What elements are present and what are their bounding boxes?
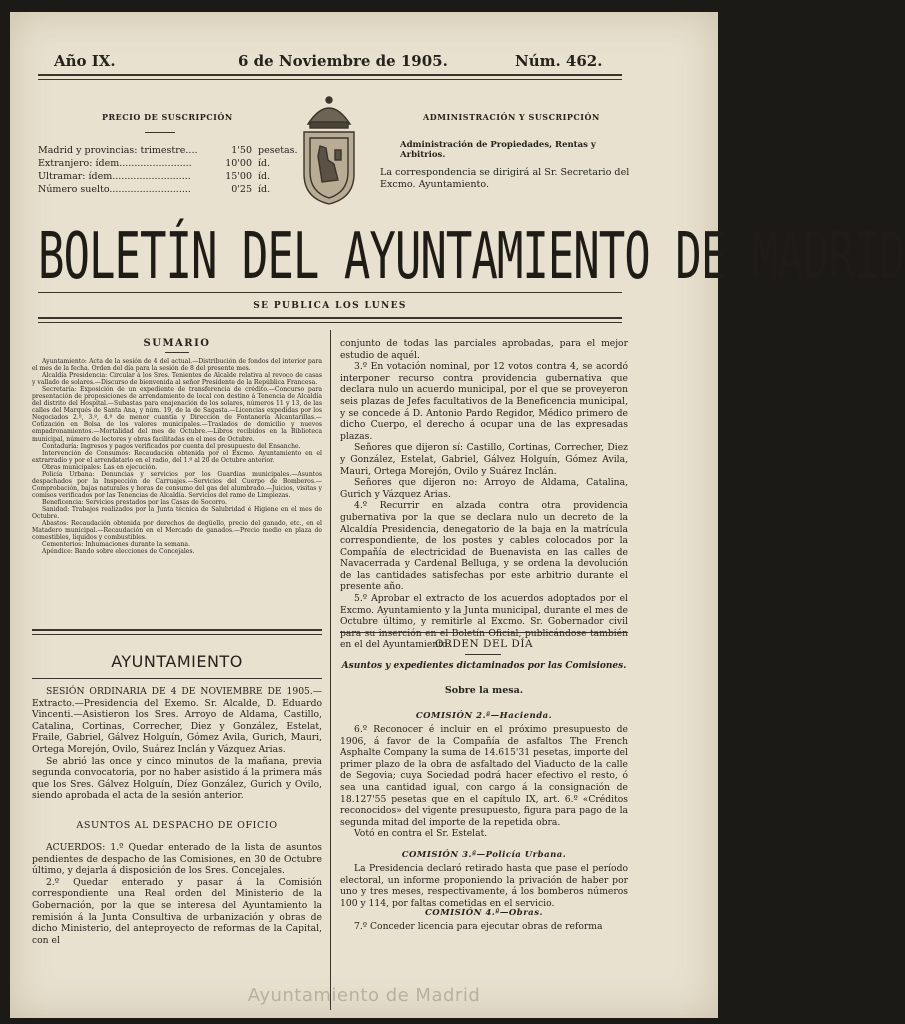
policia-paragraph: La Presidencia declaró retirado hasta que pase el período electoral, un informe proponiendo la privación de haber por uno y tres meses, respectivamente, á los bomberos números 100 y 114, por faltas cometidas en el servicio. [340,863,628,909]
row-price: 0'25 [231,184,252,195]
subscription-row [38,183,288,196]
hacienda-vote: Votó en contra el Sr. Estelat. [354,828,488,840]
comision-obras: COMISIÓN 4.ª—Obras. [425,908,543,918]
sumario-title: SUMARIO [143,338,211,349]
acuerdo-paragraph: 2.º Quedar enterado y pasar á la Comisión correspondiente una Real orden del Ministerio de la Gobernación, por la que se interesa del Ayuntamiento la remisión á la Junta Consultiva de urbanización y obras de dicho Ministerio, del anteproyecto de reformas de la Capital, con el [32,876,322,946]
sumario-paragraph: Beneficencia: Servicios prestados por las Casas de Socorro. [42,498,227,506]
header-rule [38,74,622,80]
row-label: Madrid y provincias: trimestre.... [38,145,198,156]
right-paragraph: Señores que dijeron sí: Castillo, Cortinas, Correcher, Diez y González, Estelat, Gabriel, Gálvez Holguín, Gómez Avila, Mauri, Ortega Morejón, Ovilo y Suárez Inclán. [340,442,628,477]
sumario-paragraph: Contaduría: Ingresos y pagos verificados por cuenta del presupuesto del Ensanche. [42,442,301,450]
orden-ornament [465,654,501,655]
row-label: Extranjero: ídem........................ [38,158,192,169]
acuerdo-paragraph: ACUERDOS: 1.º Quedar enterado de la lista de asuntos pendientes de despacho de las Comisiones, en 30 de Octubre último, y dejarla á disposición de los Sres. Concejales. [32,842,322,877]
column-divider [330,330,331,1010]
right-paragraph: 4.º Recurrir en alzada contra otra providencia gubernativa por la que se declara nulo un decreto de la Alcaldía Presidencia, denegatorio de la baja en la matrícula correspondiente, de los postes y cables colocados por la Compañía de electricidad de Buenavista en las calles de Navacerrada y Cardenal Belluga, y se ordena la devolución de las cantidades satisfechas por este arbitrio durante el presente año. [340,500,628,593]
newspaper-page [10,12,905,1018]
row-price: 10'00 [225,158,252,169]
obras-body [340,921,628,933]
row-unit: íd. [258,171,271,182]
mesa-title: Sobre la mesa. [444,685,524,696]
row-price: 15'00 [225,171,252,182]
session-paragraph: SESIÓN ORDINARIA DE 4 DE NOVIEMBRE DE 1905.—Extracto.—Presidencia del Exemo. Sr. Alcalde, D. Eduardo Vincenti.—Asistieron los Sres. Arroyo de Aldama, Castillo, Catalina, Cortinas, Correcher, Diez y González, Estelat, Fraile, Gabriel, Gálvez Holguín, Gómez Avila, Gurich, Mauri, Ortega Morejón, Ovilo, Suárez Inclán y Vázquez Arias. [32,686,322,755]
madrid-coat-of-arms-icon [298,94,360,206]
issue-year: Año IX. [54,52,116,70]
sumario-paragraph: Abastos: Recaudación obtenida por derechos de degüello, precio del ganado, etc., en el Matadero municipal.—Recaudación en el Mercado de ganados.—Precio medio en plaza de comestibles, líquidos y combustibles. [32,520,322,542]
row-label: Número suelto........................... [38,184,191,195]
sumario-paragraph: Ayuntamiento: Acta de la sesión de 4 del actual.—Distribución de fondos del interior para el mes de la fecha. Orden del día para la sesión de 8 del presente mes. [32,358,322,373]
comision-policia: COMISIÓN 3.ª—Policía Urbana. [401,850,567,860]
policia-body [340,863,628,909]
orden-title: ORDEN DEL DÍA [434,638,534,650]
sumario-paragraph: Apéndice: Bando sobre elecciones de Concejales. [42,548,195,556]
sumario-paragraph: Alcaldía Presidencia: Circular á los Sres. Tenientes de Alcalde relativa al revoco de casas y vallado de solares.—Discurso de bienvenida al señor Presidente de la República Francesa. [32,372,322,387]
sumario-body [32,358,322,555]
admin-note: La correspondencia se dirigirá al Sr. Secretario del Excmo. Ayuntamiento. [380,167,630,190]
issue-date: 6 de Noviembre de 1905. [238,52,448,70]
sumario-paragraph: Secretaría: Exposición de un expediente de transferencia de crédito.—Concurso para presentación de proposiciones de arrendamiento de local con destino á Tenencia de Alcaldía del distrito del Hospital.—Subastas para enajenación de los solares, números 11 y 13, de las calles del Marqués de Santa Ana, y núm. 19, de la de Sagasta.—Licencias expedidas por los Negociados 2.º, 3.º, 4.º de menor cuantía y Dirección de Fontanería Alcantarillas.—Cotización en Bolsa de los valores municipales.—Traslados de domicilio y nuevos empadronamientos.—Mortalidad del mes de Octubre.—Libros recibidos en la Biblioteca municipal, número de lectores y obras facilitadas en el mes de Octubre. [32,386,322,443]
archive-watermark: Ayuntamiento de Madrid [247,985,481,1006]
ayuntamiento-title: AYUNTAMIENTO [111,652,243,671]
subscription-row [38,170,288,183]
admin-office: Administración de Propiedades, Rentas y Arbitrios. [400,140,596,160]
hacienda-body [340,724,628,840]
sumario-paragraph: Intervención de Consumos: Recaudación obtenida por el Excmo. Ayuntamiento en el extrarradio y por el arrendatario en el radio, del 1.º al 20 de Octubre anterior. [32,449,322,464]
orden-top-rule [340,632,628,633]
right-paragraph: conjunto de todas las parciales aprobadas, para el mejor estudio de aquél. [340,338,628,361]
sumario-ornament [165,352,189,353]
tagline: SE PUBLICA LOS LUNES [253,301,407,311]
right-body-top [340,338,628,651]
row-unit: íd. [258,184,271,195]
right-paragraph: 3.º En votación nominal, por 12 votos contra 4, se acordó interponer recurso contra providencia gubernativa que declara nulo un acuerdo municipal, por el que se proveyeron seis plazas de Jefes facultativos de la Beneficencia municipal, y se concede á D. Antonio Pardo Regidor, Médico primero de dicho Cuerpo, el derecho á ocupar una de las expresadas plazas. [340,361,628,442]
hacienda-paragraph: 6.º Reconocer é incluir en el próximo presupuesto de 1906, á favor de la Compañía de asfaltos The French Asphalte Company la suma de 14.615'31 pesetas, importe del primer plazo de la obra de asfaltado del Viaducto de la calle de Segovia; cuya Sociedad podrá hacer efectivo el resto, ó sea una cantidad igual, con cargo á la consignación de 18.127'55 pesetas que en el capítulo IX, art. 6.º «Créditos reconocidos» del vigente presupuesto, figura para pago de la segunda mitad del importe de la repetida obra. [340,724,628,828]
orden-subtitle: Asuntos y expedientes dictaminados por las Comisiones. [341,661,627,671]
subscription-ornament [145,132,175,133]
sumario-paragraph: Obras municipales: Las en ejecución. [42,463,158,471]
row-unit: íd. [258,158,271,169]
subscription-table [38,144,298,196]
subscription-row [38,157,288,170]
admin-title: ADMINISTRACIÓN Y SUSCRIPCIÓN [423,112,600,122]
sumario-paragraph: Sanidad: Trabajos realizados por la Junta técnica de Salubridad é Higiene en el mes de Octubre. [32,505,322,521]
right-paragraph: 5.º Aprobar el extracto de los acuerdos adoptados por el Excmo. Ayuntamiento y la Junta municipal, durante el mes de Octubre último, y remitirle al Excmo. Sr. Gobernador civil para su inserción en el Boletín Oficial, publicándose también en el del Ayuntamiento. [340,593,628,651]
comision-hacienda: COMISIÓN 2.ª—Hacienda. [415,711,553,721]
masthead-title: BOLETÍN DEL AYUNTAMIENTO DE MADRID [38,220,905,294]
asuntos-subtitle: ASUNTOS AL DESPACHO DE OFICIO [76,820,278,831]
ayuntamiento-rule [32,678,322,679]
row-price: 1'50 [231,145,252,156]
ayuntamiento-body [32,686,322,802]
sumario-paragraph: Policía Urbana: Denuncias y servicios por los Guardias municipales.—Asuntos despachados por la Inspección de Carruajes.—Servicios del Cuerpo de Bomberos.—Comprobación, bajas naturales y horas de consumo del gas del alumbrado.—Juicios, visitas y comisos verificados por las Tenencias de Alcaldía. Servicios del ramo de Limpiezas. [32,470,322,499]
opening-paragraph: Se abrió las once y cinco minutos de la mañana, previa segunda convocatoria, por no haber asistido á la primera más que los Sres. Gálvez Holguín, Díez González, Gurich y Ovilo, siendo aprobada el acta de la sesión anterior. [32,755,322,802]
subscription-row [38,144,298,157]
masthead-rule [38,292,622,293]
row-label: Ultramar: ídem.......................... [38,171,191,182]
sumario-end-rule [32,629,322,635]
tagline-rule [38,317,622,323]
sumario-paragraph: Cementerios: Inhumaciones durante la semana. [42,541,190,549]
right-paragraph: Señores que dijeron no: Arroyo de Aldama, Catalina, Gurich y Vázquez Arias. [340,477,628,500]
issue-number: Núm. 462. [515,52,603,70]
subscription-title: PRECIO DE SUSCRIPCIÓN [102,112,233,122]
acuerdos-body [32,842,322,946]
obras-paragraph: 7.º Conceder licencia para ejecutar obras de reforma [354,921,603,932]
row-unit: pesetas. [258,145,298,156]
